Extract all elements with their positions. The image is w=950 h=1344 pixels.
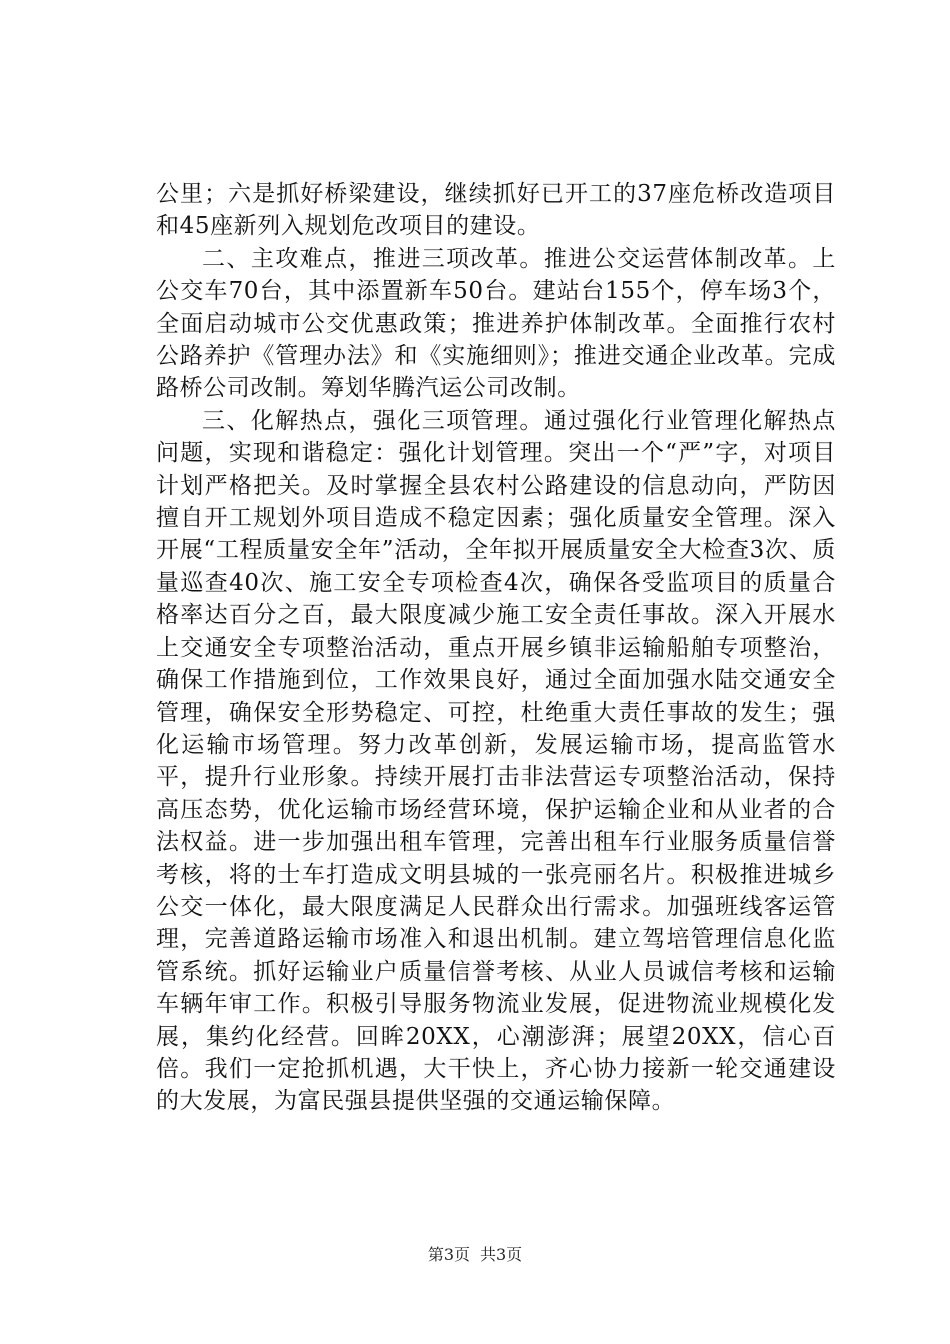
paragraph-continuation: 公里；六是抓好桥梁建设，继续抓好已开工的37座危桥改造项目和45座新列入规划危改项目的建设。: [156, 181, 836, 240]
page-total: 共3页: [480, 1245, 523, 1264]
paragraph-management: 三、化解热点，强化三项管理。通过强化行业管理化解热点问题，实现和谐稳定：强化计划管理。突出一个“严”字，对项目计划严格把关。及时掌握全县农村公路建设的信息动向，严防因擅自开工规划外项目造成不稳定因素；强化质量安全管理。深入开展“工程质量安全年”活动，全年拟开展质量安全大检查3次、质量巡查40次、施工安全专项检查4次，确保各受监项目的质量合格率达百分之百，最大限度减少施工安全责任事故。深入开展水上交通安全专项整治活动，重点开展乡镇非运输船舶专项整治，确保工作措施到位，工作效果良好，通过全面加强水陆交通安全管理，确保安全形势稳定、可控，杜绝重大责任事故的发生；强化运输市场管理。努力改革创新，发展运输市场，提高监管水平，提升行业形象。持续开展打击非法营运专项整治活动，保持高压态势，优化运输市场经营环境，保护运输企业和从业者的合法权益。进一步加强出租车管理，完善出租车行业服务质量信誉考核，将的士车打造成文明县城的一张亮丽名片。积极推进城乡公交一体化，最大限度满足人民群众出行需求。加强班线客运管理，完善道路运输市场准入和退出机制。建立驾培管理信息化监管系统。抓好运输业户质量信誉考核、从业人员诚信考核和运输车辆年审工作。积极引导服务物流业发展，促进物流业规模化发展，集约化经营。回眸20XX，心潮澎湃；展望20XX，信心百倍。我们一定抢抓机遇，大干快上，齐心协力接新一轮交通建设的大发展，为富民强县提供坚强的交通运输保障。: [156, 407, 836, 1115]
document-body: [156, 178, 836, 1118]
paragraph-reforms: 二、主攻难点，推进三项改革。推进公交运营体制改革。上公交车70台，其中添置新车50台。建站台155个，停车场3个，全面启动城市公交优惠政策；推进养护体制改革。全面推行农村公路养护《管理办法》和《实施细则》；推进交通企业改革。完成路桥公司改制。筹划华腾汽运公司改制。: [156, 245, 836, 402]
page-footer: [0, 1242, 950, 1265]
page-number: 第3页: [427, 1245, 470, 1264]
